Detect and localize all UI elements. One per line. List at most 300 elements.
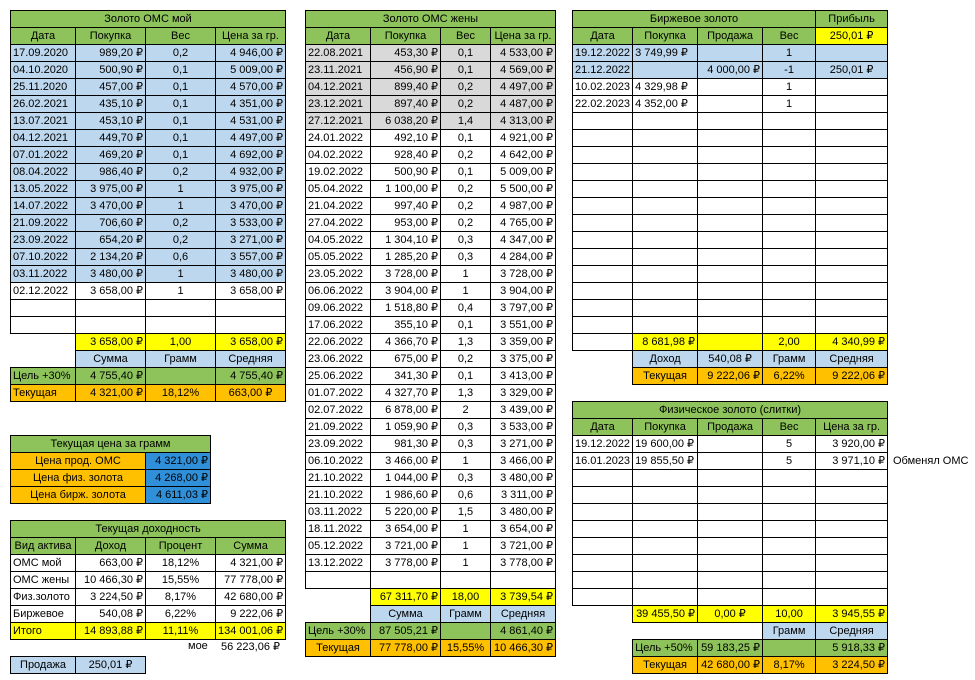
empty-cell xyxy=(573,232,633,249)
price-cell: 3 375,00 ₽ xyxy=(491,351,556,368)
sale-cell xyxy=(698,96,763,113)
purchase-cell: 19 855,50 ₽ xyxy=(633,453,698,470)
date-cell: 04.05.2022 xyxy=(306,232,371,249)
price-cell: 3 480,00 ₽ xyxy=(491,504,556,521)
purchase-cell: 341,30 ₽ xyxy=(371,368,441,385)
total-sum: 67 311,70 ₽ xyxy=(371,589,441,606)
total-average: 3 945,55 ₽ xyxy=(816,606,888,623)
weight-cell: 0,1 xyxy=(146,113,216,130)
date-cell: 23.12.2021 xyxy=(306,96,371,113)
purchase-cell: 1 285,20 ₽ xyxy=(371,249,441,266)
title-row xyxy=(11,436,211,453)
table-row xyxy=(306,419,556,436)
table-row xyxy=(306,470,556,487)
weight-cell: 5 xyxy=(763,436,816,453)
weight-cell: 0,3 xyxy=(441,419,491,436)
purchase-cell: 6 038,20 ₽ xyxy=(371,113,441,130)
date-cell: 21.12.2022 xyxy=(573,62,633,79)
purchase-cell: 1 059,90 ₽ xyxy=(371,419,441,436)
weight-cell: 0,6 xyxy=(146,249,216,266)
price-cell: 4 351,00 ₽ xyxy=(216,96,286,113)
purchase-cell: 675,00 ₽ xyxy=(371,351,441,368)
table-row xyxy=(306,266,556,283)
label-average: Средняя xyxy=(816,351,888,368)
table-row xyxy=(573,538,888,555)
price-cell: 4 932,00 ₽ xyxy=(216,164,286,181)
price-cell: 3 480,00 ₽ xyxy=(491,470,556,487)
weight-cell: 1,4 xyxy=(441,113,491,130)
price-label: Цена физ. золота xyxy=(11,470,146,487)
column-header: Доход xyxy=(76,538,146,555)
price-cell: 3 920,00 ₽ xyxy=(816,436,888,453)
table-row xyxy=(306,249,556,266)
weight-cell: 0,1 xyxy=(441,368,491,385)
empty-cell xyxy=(573,266,633,283)
goal-row xyxy=(11,368,286,385)
profit-cell xyxy=(816,45,888,62)
weight-cell: 2 xyxy=(441,402,491,419)
empty-cell xyxy=(698,589,763,606)
table-row xyxy=(11,164,286,181)
current-income: 663,00 ₽ xyxy=(216,385,286,402)
date-cell: 23.11.2021 xyxy=(306,62,371,79)
current-percent: 18,12% xyxy=(146,385,216,402)
column-header: Процент xyxy=(146,538,216,555)
purchase-cell xyxy=(633,62,698,79)
date-cell: 03.11.2022 xyxy=(11,266,76,283)
empty-cell xyxy=(11,317,76,334)
column-header: Покупка xyxy=(633,28,698,45)
date-cell: 22.02.2023 xyxy=(573,96,633,113)
price-cell: 3 728,00 ₽ xyxy=(491,266,556,283)
weight-cell: 1 xyxy=(441,555,491,572)
purchase-cell: 453,10 ₽ xyxy=(76,113,146,130)
purchase-cell: 3 778,00 ₽ xyxy=(371,555,441,572)
table-title: Текущая доходность xyxy=(11,521,286,538)
total-label: Итого xyxy=(11,623,76,640)
empty-cell xyxy=(763,249,816,266)
goal-label: Цель +30% xyxy=(11,368,76,385)
weight-cell: 0,6 xyxy=(441,487,491,504)
table-row xyxy=(573,215,888,232)
empty-cell xyxy=(763,470,816,487)
empty-cell xyxy=(816,283,888,300)
table-row xyxy=(11,113,286,130)
purchase-cell: 3 904,00 ₽ xyxy=(371,283,441,300)
empty-cell xyxy=(573,538,633,555)
table-row xyxy=(573,283,888,300)
weight-cell: 0,3 xyxy=(441,470,491,487)
purchase-cell: 899,40 ₽ xyxy=(371,79,441,96)
column-header: Цена за гр. xyxy=(816,419,888,436)
table-row xyxy=(306,215,556,232)
table-row xyxy=(306,402,556,419)
current-row xyxy=(573,368,888,385)
weight-cell: 1 xyxy=(763,79,816,96)
table-row xyxy=(11,79,286,96)
price-cell: 4 642,00 ₽ xyxy=(491,147,556,164)
table-row xyxy=(573,181,888,198)
date-cell: 04.10.2020 xyxy=(11,62,76,79)
date-cell: 01.07.2022 xyxy=(306,385,371,402)
table-row xyxy=(306,164,556,181)
sale-cell xyxy=(698,79,763,96)
header-row xyxy=(11,28,286,45)
empty-cell xyxy=(816,147,888,164)
date-cell: 02.07.2022 xyxy=(306,402,371,419)
column-header: Продажа xyxy=(698,419,763,436)
purchase-cell: 706,60 ₽ xyxy=(76,215,146,232)
empty-cell xyxy=(698,487,763,504)
total-percent: 11,11% xyxy=(146,623,216,640)
empty-cell xyxy=(371,572,441,589)
date-cell: 19.12.2022 xyxy=(573,436,633,453)
purchase-cell: 1 044,00 ₽ xyxy=(371,470,441,487)
empty-cell xyxy=(698,181,763,198)
header-row xyxy=(306,28,556,45)
goal-row xyxy=(306,623,556,640)
table-row xyxy=(573,147,888,164)
price-cell: 3 470,00 ₽ xyxy=(216,198,286,215)
empty-cell xyxy=(573,283,633,300)
empty-cell xyxy=(816,555,888,572)
goal-average: 5 918,33 ₽ xyxy=(816,640,888,657)
table-row xyxy=(11,453,211,470)
weight-cell: 0,2 xyxy=(441,181,491,198)
date-cell: 21.09.2022 xyxy=(306,419,371,436)
asset-cell: Физ.золото xyxy=(11,589,76,606)
column-header: Цена за гр. xyxy=(216,28,286,45)
empty-cell xyxy=(763,113,816,130)
empty-cell xyxy=(633,249,698,266)
empty-cell xyxy=(816,198,888,215)
purchase-cell: 449,70 ₽ xyxy=(76,130,146,147)
date-cell: 21.10.2022 xyxy=(306,470,371,487)
total-purchase: 39 455,50 ₽ xyxy=(633,606,698,623)
empty-cell xyxy=(573,487,633,504)
empty-cell xyxy=(816,266,888,283)
table-row xyxy=(306,198,556,215)
price-cell: 3 658,00 ₽ xyxy=(216,283,286,300)
empty-cell xyxy=(816,181,888,198)
empty-cell xyxy=(698,317,763,334)
date-cell: 14.07.2022 xyxy=(11,198,76,215)
goal-average: 4 861,40 ₽ xyxy=(491,623,556,640)
empty-cell xyxy=(76,317,146,334)
purchase-cell: 453,30 ₽ xyxy=(371,45,441,62)
empty-cell xyxy=(816,538,888,555)
purchase-cell: 456,90 ₽ xyxy=(371,62,441,79)
empty-cell xyxy=(306,606,371,623)
table-row xyxy=(306,351,556,368)
table-row xyxy=(11,300,286,317)
label-weight: Грамм xyxy=(763,351,816,368)
total-weight: 1,00 xyxy=(146,334,216,351)
empty-cell xyxy=(573,470,633,487)
price-cell: 3 480,00 ₽ xyxy=(216,266,286,283)
empty-cell xyxy=(698,538,763,555)
empty-cell xyxy=(633,232,698,249)
purchase-cell: 981,30 ₽ xyxy=(371,436,441,453)
percent-cell: 15,55% xyxy=(146,572,216,589)
column-header: Дата xyxy=(573,419,633,436)
table-row xyxy=(306,45,556,62)
table-row xyxy=(306,487,556,504)
empty-cell xyxy=(146,368,216,385)
date-cell: 13.12.2022 xyxy=(306,555,371,572)
empty-cell xyxy=(573,181,633,198)
goal-row xyxy=(573,640,888,657)
empty-cell xyxy=(698,623,763,640)
weight-cell: 1 xyxy=(146,283,216,300)
table-row xyxy=(573,130,888,147)
empty-cell xyxy=(633,113,698,130)
price-cell: 3 533,00 ₽ xyxy=(491,419,556,436)
purchase-cell: 19 600,00 ₽ xyxy=(633,436,698,453)
empty-cell xyxy=(698,300,763,317)
label-sum: Сумма xyxy=(371,606,441,623)
date-cell: 27.12.2021 xyxy=(306,113,371,130)
current-percent: 6,22% xyxy=(763,368,816,385)
table-row xyxy=(11,45,286,62)
empty-cell xyxy=(306,572,371,589)
table-row xyxy=(11,147,286,164)
column-header: Вес xyxy=(146,28,216,45)
empty-cell xyxy=(698,283,763,300)
purchase-cell: 4 327,70 ₽ xyxy=(371,385,441,402)
empty-cell xyxy=(763,538,816,555)
header-row xyxy=(11,538,286,555)
empty-cell xyxy=(816,215,888,232)
title-row xyxy=(11,11,286,28)
date-cell: 23.09.2022 xyxy=(306,436,371,453)
goal-sum: 4 755,40 ₽ xyxy=(76,368,146,385)
date-cell: 03.11.2022 xyxy=(306,504,371,521)
date-cell: 23.09.2022 xyxy=(11,232,76,249)
empty-cell xyxy=(698,334,763,351)
purchase-cell: 3 658,00 ₽ xyxy=(76,283,146,300)
weight-cell: 0,2 xyxy=(146,215,216,232)
purchase-cell: 457,00 ₽ xyxy=(76,79,146,96)
total-sum: 134 001,06 ₽ xyxy=(216,623,286,640)
date-cell: 06.10.2022 xyxy=(306,453,371,470)
price-value: 4 321,00 ₽ xyxy=(146,453,211,470)
label-average: Средняя xyxy=(491,606,556,623)
totals-row xyxy=(573,606,888,623)
table-row xyxy=(11,130,286,147)
table-row xyxy=(306,334,556,351)
price-cell: 3 778,00 ₽ xyxy=(491,555,556,572)
weight-cell: 0,1 xyxy=(441,317,491,334)
price-cell: 3 413,00 ₽ xyxy=(491,368,556,385)
price-cell: 4 313,00 ₽ xyxy=(491,113,556,130)
price-cell: 3 329,00 ₽ xyxy=(491,385,556,402)
label-weight: Грамм xyxy=(441,606,491,623)
date-cell: 23.06.2022 xyxy=(306,351,371,368)
column-header: Вес xyxy=(763,28,816,45)
weight-cell: 0,1 xyxy=(441,164,491,181)
empty-cell xyxy=(698,249,763,266)
empty-cell xyxy=(698,470,763,487)
purchase-cell: 3 470,00 ₽ xyxy=(76,198,146,215)
profit-cell xyxy=(816,96,888,113)
price-value: 4 611,03 ₽ xyxy=(146,487,211,504)
empty-cell xyxy=(633,181,698,198)
empty-cell xyxy=(573,351,633,368)
price-cell: 3 797,00 ₽ xyxy=(491,300,556,317)
title-row xyxy=(573,402,888,419)
weight-cell: 1 xyxy=(763,45,816,62)
table-sale xyxy=(10,656,146,674)
weight-cell: 1 xyxy=(763,96,816,113)
purchase-cell: 5 220,00 ₽ xyxy=(371,504,441,521)
empty-cell xyxy=(633,130,698,147)
empty-cell xyxy=(698,555,763,572)
empty-cell xyxy=(216,300,286,317)
table-title: Золото ОМС мой xyxy=(11,11,286,28)
purchase-cell: 1 100,00 ₽ xyxy=(371,181,441,198)
price-cell: 3 311,00 ₽ xyxy=(491,487,556,504)
weight-cell: 1 xyxy=(441,283,491,300)
table-row xyxy=(573,164,888,181)
empty-cell xyxy=(146,300,216,317)
price-cell: 3 721,00 ₽ xyxy=(491,538,556,555)
table-row xyxy=(573,555,888,572)
purchase-cell: 1 518,80 ₽ xyxy=(371,300,441,317)
price-cell: 4 531,00 ₽ xyxy=(216,113,286,130)
profit-total: 250,01 ₽ xyxy=(816,28,888,45)
empty-cell xyxy=(763,317,816,334)
table-row xyxy=(306,283,556,300)
table-row xyxy=(306,368,556,385)
labels-row xyxy=(306,606,556,623)
sale-label: Продажа xyxy=(11,657,76,674)
price-cell: 4 284,00 ₽ xyxy=(491,249,556,266)
table-row xyxy=(11,232,286,249)
empty-cell xyxy=(763,130,816,147)
current-percent: 15,55% xyxy=(441,640,491,657)
table-title: Физическое золото (слитки) xyxy=(573,402,888,419)
date-cell: 07.10.2022 xyxy=(11,249,76,266)
weight-cell: 1 xyxy=(441,266,491,283)
table-row xyxy=(11,62,286,79)
price-cell: 3 271,00 ₽ xyxy=(491,436,556,453)
current-label: Текущая xyxy=(11,385,76,402)
profit-header: Прибыль xyxy=(816,11,888,28)
price-cell: 3 971,10 ₽ xyxy=(816,453,888,470)
empty-cell xyxy=(573,504,633,521)
empty-cell xyxy=(573,640,633,657)
table-row xyxy=(306,96,556,113)
current-row xyxy=(11,385,286,402)
date-cell: 04.02.2022 xyxy=(306,147,371,164)
empty-cell xyxy=(763,266,816,283)
table-row xyxy=(573,572,888,589)
date-cell: 17.06.2022 xyxy=(306,317,371,334)
percent-cell: 18,12% xyxy=(146,555,216,572)
empty-cell xyxy=(698,572,763,589)
empty-cell xyxy=(573,317,633,334)
empty-cell xyxy=(633,555,698,572)
purchase-cell: 3 466,00 ₽ xyxy=(371,453,441,470)
empty-cell xyxy=(698,198,763,215)
goal-sum: 87 505,21 ₽ xyxy=(371,623,441,640)
sale-cell xyxy=(698,436,763,453)
table-row xyxy=(306,62,556,79)
price-label: Цена прод. ОМС xyxy=(11,453,146,470)
percent-cell: 8,17% xyxy=(146,589,216,606)
empty-cell xyxy=(573,130,633,147)
weight-cell: 5 xyxy=(763,453,816,470)
table-row xyxy=(11,198,286,215)
empty-cell xyxy=(763,555,816,572)
moe-value: 56 223,06 ₽ xyxy=(221,641,280,653)
date-cell: 13.05.2022 xyxy=(11,181,76,198)
table-row xyxy=(573,232,888,249)
table-physical-gold xyxy=(572,401,888,674)
table-oms-mine xyxy=(10,10,286,402)
current-label: Текущая xyxy=(306,640,371,657)
table-row xyxy=(306,538,556,555)
empty-cell xyxy=(633,147,698,164)
empty-cell xyxy=(763,589,816,606)
weight-cell: 0,2 xyxy=(441,198,491,215)
price-cell: 3 359,00 ₽ xyxy=(491,334,556,351)
empty-cell xyxy=(573,368,633,385)
sale-cell xyxy=(698,45,763,62)
price-label: Цена бирж. золота xyxy=(11,487,146,504)
column-header: Продажа xyxy=(698,28,763,45)
table-row xyxy=(306,300,556,317)
empty-cell xyxy=(698,521,763,538)
totals-row xyxy=(11,334,286,351)
empty-cell xyxy=(633,504,698,521)
total-average: 3 739,54 ₽ xyxy=(491,589,556,606)
title-row xyxy=(306,11,556,28)
column-header: Покупка xyxy=(76,28,146,45)
price-cell: 3 271,00 ₽ xyxy=(216,232,286,249)
price-cell: 5 009,00 ₽ xyxy=(216,62,286,79)
purchase-cell: 997,40 ₽ xyxy=(371,198,441,215)
asset-cell: ОМС мой xyxy=(11,555,76,572)
table-row xyxy=(573,96,888,113)
table-row xyxy=(11,606,286,623)
labels-row xyxy=(573,351,888,368)
date-cell: 22.06.2022 xyxy=(306,334,371,351)
weight-cell: 1,3 xyxy=(441,334,491,351)
empty-cell xyxy=(11,351,76,368)
date-cell: 04.12.2021 xyxy=(11,130,76,147)
purchase-cell: 500,90 ₽ xyxy=(371,164,441,181)
empty-cell xyxy=(763,572,816,589)
table-row xyxy=(573,79,888,96)
empty-cell xyxy=(698,130,763,147)
empty-cell xyxy=(763,640,816,657)
weight-cell: 0,3 xyxy=(441,436,491,453)
empty-cell xyxy=(698,232,763,249)
empty-cell xyxy=(698,147,763,164)
price-cell: 3 904,00 ₽ xyxy=(491,283,556,300)
label-weight: Грамм xyxy=(763,623,816,640)
purchase-cell: 500,90 ₽ xyxy=(76,62,146,79)
table-row xyxy=(306,436,556,453)
weight-cell: 0,3 xyxy=(441,232,491,249)
weight-cell: 0,1 xyxy=(441,62,491,79)
purchase-cell: 4 329,98 ₽ xyxy=(633,79,698,96)
date-cell: 26.02.2021 xyxy=(11,96,76,113)
purchase-cell: 897,40 ₽ xyxy=(371,96,441,113)
table-title: Биржевое золото xyxy=(573,11,816,28)
